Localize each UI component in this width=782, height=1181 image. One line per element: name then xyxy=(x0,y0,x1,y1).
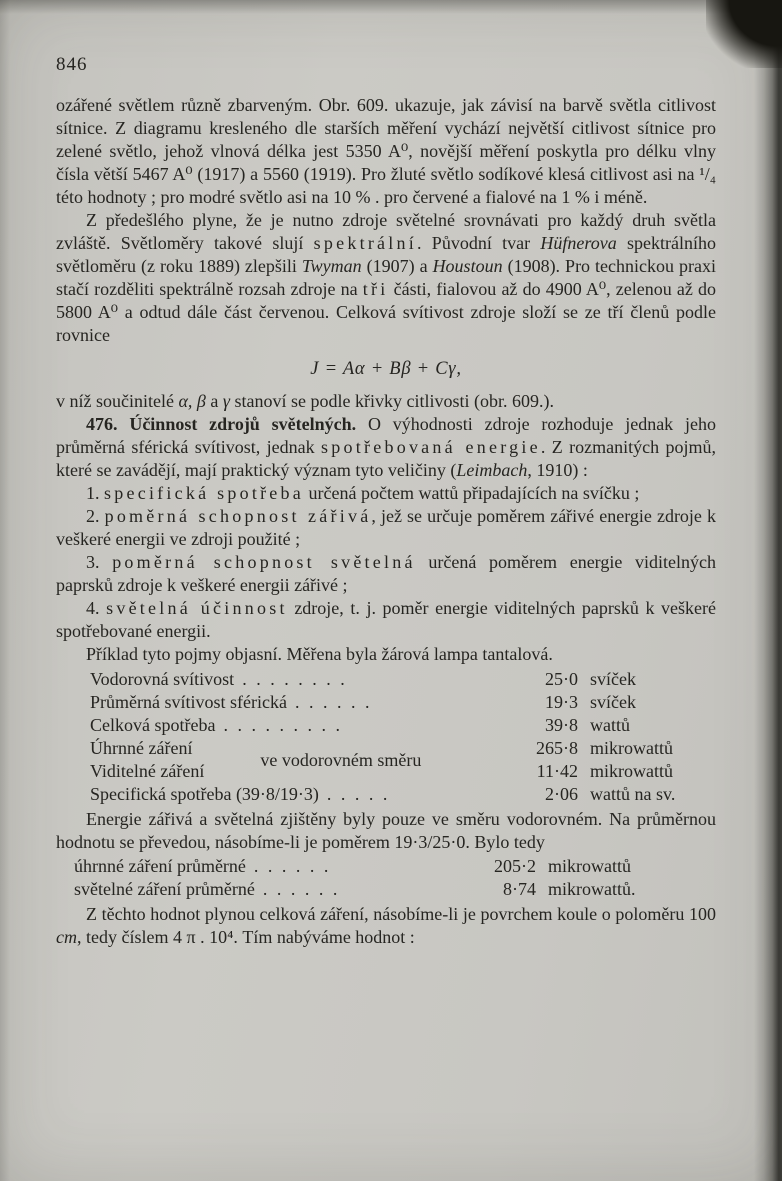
row-label: Celková spotřeba xyxy=(90,715,216,735)
row-unit: mikrowattů xyxy=(590,761,673,781)
text-segment: O výhodnosti zdroje rozhoduje jednak jeho průměrná sférická svítivost, jednak xyxy=(56,414,716,457)
table-row xyxy=(90,668,716,691)
row-value: 25·0 xyxy=(545,669,578,689)
paragraph-total-radiation xyxy=(56,903,716,949)
page-content xyxy=(56,94,716,949)
paragraph-example-intro xyxy=(56,643,716,666)
row-unit: svíček xyxy=(590,692,636,712)
text-segment: , tedy číslem 4 π . 10⁴. Tím nabýváme hodnot : xyxy=(77,927,415,947)
text-segment: poměrná schopnost zářivá xyxy=(104,506,372,526)
list-item-3 xyxy=(56,551,716,597)
row-unit: svíček xyxy=(590,669,636,689)
dot-leader: . . . . . . . . xyxy=(242,669,345,689)
value-line xyxy=(514,760,716,783)
row-label: Úhrnné záření xyxy=(90,738,193,758)
text-segment: 476. Účinnost zdrojů světelných. xyxy=(86,414,357,434)
text-segment: 4. xyxy=(86,598,107,618)
text-segment: poměrná schopnost světelná xyxy=(112,552,416,572)
scan-left-shadow xyxy=(0,0,10,1181)
dot-leader: . . . . . xyxy=(326,784,388,804)
double-row-values xyxy=(514,737,716,783)
row-unit: wattů xyxy=(590,715,630,735)
text-segment: . Původní tvar xyxy=(417,233,541,253)
text-segment: 1. xyxy=(86,483,104,503)
text-segment: zdroje, t. j. poměr energie viditelných paprsků k veškeré spotřebované energii. xyxy=(56,598,716,641)
text-segment: Z předešlého plyne, že je nutno zdroje světelné srovnávati pro každý druh světla zvláště. Světloměry takové slují xyxy=(56,210,716,253)
paragraph-horizontal-direction xyxy=(56,808,716,854)
text-segment: Příklad tyto pojmy objasní. Měřena byla žárová lampa tantalová. xyxy=(86,644,553,664)
row-value: 39·8 xyxy=(545,715,578,735)
table-row xyxy=(90,691,716,714)
table-row xyxy=(74,855,674,878)
text-segment: a xyxy=(205,391,223,411)
list-item-1 xyxy=(56,482,716,505)
text-segment: , jež se určuje poměrem zářivé energie zdroje k veškeré energii ve zdroji použité ; xyxy=(56,506,716,549)
average-radiation-table xyxy=(74,855,674,901)
text-segment: spektrální xyxy=(313,233,418,253)
text-segment: Twyman xyxy=(301,256,362,276)
page-number: 846 xyxy=(56,54,88,75)
text-segment: světelná účinnost xyxy=(106,598,288,618)
text-segment: specifická spotřeba xyxy=(104,483,304,503)
text-segment: cm xyxy=(56,927,77,947)
text-segment: J = Aα + Bβ + Cγ, xyxy=(310,359,462,379)
scan-top-shadow xyxy=(0,0,782,14)
text-segment: . Z rozmanitých pojmů, které se zavádějí, mají praktický význam tyto veličiny ( xyxy=(56,437,717,480)
text-segment: γ xyxy=(222,391,230,411)
double-row-labels xyxy=(90,737,204,783)
row-value: 205·2 xyxy=(494,856,536,876)
dot-leader: . . . . . . xyxy=(253,856,329,876)
text-segment: Hüfnerova xyxy=(540,233,617,253)
text-segment: Energie zářivá a světelná zjištěny byly pouze ve směru vodorovném. Na průměrnou hodnotu se převedou, násobíme-li je poměrem 19·3/25·0. Bylo tedy xyxy=(56,809,716,852)
row-value: 2·06 xyxy=(545,784,578,804)
equation-luminous-sum xyxy=(56,358,716,381)
text-segment: Leimbach xyxy=(456,460,528,480)
list-item-2 xyxy=(56,505,716,551)
dot-leader: . . . . . . . . . xyxy=(223,715,340,735)
text-segment: 2. xyxy=(86,506,105,526)
text-segment: (1908). Pro technickou praxi stačí rozděliti spektrálně rozsah zdroje na xyxy=(56,256,716,299)
row-label: úhrnné záření průměrné xyxy=(74,856,246,876)
text-segment: (1907) a xyxy=(361,256,433,276)
text-segment: části, fialovou až do 4900 A⁰, zelenou až do 5800 A⁰ a odtud dále část červenou. Celková svítivost zdroje složí se ze tří členů podle rovnice xyxy=(56,279,717,345)
table-row xyxy=(90,783,716,806)
row-label: Průměrná svítivost sférická xyxy=(90,692,287,712)
text-segment: spektrálního světloměru (z roku 1889) zlepšili xyxy=(56,233,716,276)
text-segment: α, β xyxy=(178,391,206,411)
value-line xyxy=(514,737,716,760)
text-segment: tři xyxy=(362,279,389,299)
paragraph-retina-sensitivity xyxy=(56,94,716,209)
row-value: 11·42 xyxy=(536,761,578,781)
paragraph-spectral-photometers xyxy=(56,209,716,347)
row-label: Specifická spotřeba (39·8/19·3) xyxy=(90,784,319,804)
row-unit: mikrowattů. xyxy=(548,879,636,899)
text-segment: určená počtem wattů připadajících na svíčku ; xyxy=(304,483,640,503)
text-segment: spotřebovaná energie xyxy=(321,437,541,457)
text-segment: Z těchto hodnot plynou celková záření, násobíme-li je povrchem koule o poloměru 100 xyxy=(86,904,716,924)
page-corner-shadow xyxy=(706,0,782,68)
paragraph-section-476 xyxy=(56,413,716,482)
book-binding-shadow xyxy=(754,0,782,1181)
table-row-double xyxy=(90,737,716,783)
row-label: Viditelné záření xyxy=(90,761,205,781)
table-row xyxy=(90,714,716,737)
row-unit: mikrowattů xyxy=(590,738,673,758)
double-row-middle-note: ve vodorovném směru xyxy=(260,749,422,770)
text-segment: Houstoun xyxy=(432,256,503,276)
text-segment: stanoví se podle křivky citlivosti (obr. 609.). xyxy=(229,391,554,411)
text-segment: ozářené světlem různě zbarveným. Obr. 609. ukazuje, jak závisí na barvě světla citlivost sítnice. Z diagramu kresleného dle starších měření vychází největší citlivost sítnice pro zelené světlo, jehož vlnová délka jest 5350 A⁰, novější měření poskytla pro délku vlny čísla větší 5467 A⁰ (1917) a 5560 (1919). Pro žluté světlo sodíkové klesá citlivost asi na ¹/₄ této hodnoty ; pro modré světlo asi na 10 % . pro červené a fialové na 1 % i méně. xyxy=(56,95,716,207)
row-unit: wattů na sv. xyxy=(590,784,676,804)
row-unit: mikrowattů xyxy=(548,856,631,876)
tantalum-lamp-table xyxy=(90,668,716,806)
text-segment: určená poměrem energie viditelných paprsků zdroje k veškeré energii zářivé ; xyxy=(56,552,716,595)
text-segment: , 1910) : xyxy=(527,460,588,480)
list-item-4 xyxy=(56,597,716,643)
row-value: 8·74 xyxy=(503,879,536,899)
row-value: 265·8 xyxy=(536,738,578,758)
table-row xyxy=(74,878,674,901)
text-segment: v níž součinitelé xyxy=(56,391,179,411)
dot-leader: . . . . . . xyxy=(294,692,370,712)
row-label: Vodorovná svítivost xyxy=(90,669,235,689)
dot-leader: . . . . . . xyxy=(262,879,338,899)
row-label: světelné záření průměrné xyxy=(74,879,255,899)
row-value: 19·3 xyxy=(545,692,578,712)
text-segment: 3. xyxy=(86,552,113,572)
paragraph-after-equation xyxy=(56,390,716,413)
